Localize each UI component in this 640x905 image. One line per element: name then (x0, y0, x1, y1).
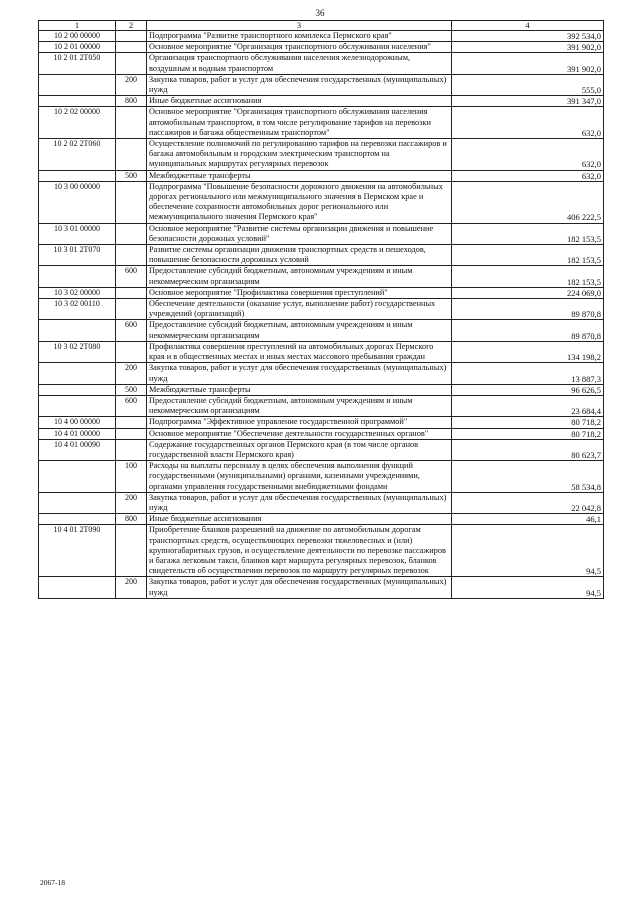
row-code-cell (39, 74, 116, 95)
row-code-cell: 10 3 01 2Т070 (39, 245, 116, 266)
row-code-cell: 10 2 02 2Т060 (39, 139, 116, 171)
row-amount-cell: 182 153,5 (452, 245, 604, 266)
budget-table (38, 20, 604, 599)
row-code-cell: 10 4 01 00000 (39, 428, 116, 439)
row-expense-type-cell: 200 (116, 363, 147, 384)
row-name-cell: Основное мероприятие "Профилактика совершения преступлений" (147, 287, 452, 298)
row-amount-cell: 22 042,8 (452, 492, 604, 513)
row-amount-cell: 134 198,2 (452, 341, 604, 362)
table-row (39, 42, 604, 53)
row-code-cell (39, 577, 116, 598)
row-name-cell: Содержание государственных органов Пермского края (в том числе органов государственной власти Пермского края) (147, 439, 452, 460)
row-amount-cell: 392 534,0 (452, 31, 604, 42)
row-name-cell: Предоставление субсидий бюджетным, автономным учреждениям и иным некоммерческим организациям (147, 395, 452, 416)
row-amount-cell: 80 623,7 (452, 439, 604, 460)
row-code-cell (39, 514, 116, 525)
row-amount-cell: 89 870,8 (452, 299, 604, 320)
row-expense-type-cell: 200 (116, 74, 147, 95)
table-row (39, 439, 604, 460)
row-expense-type-cell: 200 (116, 577, 147, 598)
row-expense-type-cell: 100 (116, 461, 147, 493)
row-name-cell: Подпрограмма "Развитие транспортного комплекса Пермского края" (147, 31, 452, 42)
table-row (39, 266, 604, 287)
table-header-row (39, 21, 604, 31)
row-expense-type-cell: 500 (116, 170, 147, 181)
row-code-cell (39, 96, 116, 107)
row-amount-cell: 391 902,0 (452, 42, 604, 53)
row-name-cell: Осуществление полномочий по регулированию тарифов на перевозки пассажиров и багажа автомобильным и городским электрическим транспортом на муниципальных маршрутах регулярных перевозок (147, 139, 452, 171)
row-code-cell (39, 492, 116, 513)
table-row (39, 428, 604, 439)
row-name-cell: Иные бюджетные ассигнования (147, 96, 452, 107)
row-code-cell (39, 320, 116, 341)
row-code-cell: 10 3 02 00110 (39, 299, 116, 320)
row-amount-cell: 182 153,5 (452, 266, 604, 287)
row-name-cell: Основное мероприятие "Организация транспортного обслуживания населения автомобильным транспортом, в том числе регулирование тарифов на перевозки пассажиров и багажа общественным транспортом" (147, 107, 452, 139)
row-name-cell: Приобретение бланков разрешений на движение по автомобильным дорогам транспортных средств, осуществляющих перевозки тяжеловесных и (или) крупногабаритных грузов, и осуществление деятельности по перевозке пассажиров и багажа легковым такси, бланков карт маршрута регулярных перевозок, бланков свидетельств об осуществлении перевозок по маршруту регулярных перевозок (147, 525, 452, 577)
row-code-cell (39, 170, 116, 181)
row-amount-cell: 96 626,5 (452, 384, 604, 395)
row-expense-type-cell (116, 31, 147, 42)
footer-document-code: 2067-18 (40, 878, 65, 887)
table-row (39, 320, 604, 341)
row-amount-cell: 391 902,0 (452, 53, 604, 74)
row-code-cell: 10 2 02 00000 (39, 107, 116, 139)
row-amount-cell: 555,0 (452, 74, 604, 95)
table-row (39, 395, 604, 416)
row-expense-type-cell: 600 (116, 320, 147, 341)
row-expense-type-cell (116, 525, 147, 577)
row-expense-type-cell (116, 428, 147, 439)
row-amount-cell: 58 534,8 (452, 461, 604, 493)
row-name-cell: Закупка товаров, работ и услуг для обеспечения государственных (муниципальных) нужд (147, 577, 452, 598)
row-name-cell: Закупка товаров, работ и услуг для обеспечения государственных (муниципальных) нужд (147, 492, 452, 513)
row-expense-type-cell: 600 (116, 266, 147, 287)
row-name-cell: Предоставление субсидий бюджетным, автономным учреждениям и иным некоммерческим организациям (147, 266, 452, 287)
row-amount-cell: 94,5 (452, 577, 604, 598)
row-amount-cell: 46,1 (452, 514, 604, 525)
row-expense-type-cell (116, 223, 147, 244)
row-expense-type-cell (116, 417, 147, 428)
table-row (39, 514, 604, 525)
table-row (39, 74, 604, 95)
row-amount-cell: 80 718,2 (452, 428, 604, 439)
row-amount-cell: 224 069,0 (452, 287, 604, 298)
row-name-cell: Расходы на выплаты персоналу в целях обеспечения выполнения функций государственными (муниципальными) органами, казенными учреждениями, органами управления государственными внебюджетными фондами (147, 461, 452, 493)
table-row (39, 384, 604, 395)
row-amount-cell: 80 718,2 (452, 417, 604, 428)
row-name-cell: Основное мероприятие "Обеспечение деятельности государственных органов" (147, 428, 452, 439)
table-row (39, 461, 604, 493)
row-name-cell: Основное мероприятие "Развитие системы организации движения и повышение безопасности дорожных условий" (147, 223, 452, 244)
row-name-cell: Профилактика совершения преступлений на автомобильных дорогах Пермского края и в общественных местах и иных местах массового пребывания граждан (147, 341, 452, 362)
table-body (39, 31, 604, 599)
column-header-4: 4 (452, 21, 604, 31)
row-expense-type-cell: 600 (116, 395, 147, 416)
row-expense-type-cell (116, 42, 147, 53)
row-amount-cell: 94,5 (452, 525, 604, 577)
table-row (39, 417, 604, 428)
row-name-cell: Межбюджетные трансферты (147, 384, 452, 395)
row-name-cell: Закупка товаров, работ и услуг для обеспечения государственных (муниципальных) нужд (147, 74, 452, 95)
row-amount-cell: 632,0 (452, 139, 604, 171)
row-amount-cell: 23 684,4 (452, 395, 604, 416)
row-name-cell: Подпрограмма "Эффективное управление государственной программой" (147, 417, 452, 428)
table-row (39, 363, 604, 384)
row-code-cell (39, 395, 116, 416)
row-amount-cell: 89 870,8 (452, 320, 604, 341)
row-name-cell: Обеспечение деятельности (оказание услуг, выполнение работ) государственных учреждений (организаций) (147, 299, 452, 320)
row-code-cell: 10 3 01 00000 (39, 223, 116, 244)
table-row (39, 170, 604, 181)
column-header-2: 2 (116, 21, 147, 31)
table-row (39, 31, 604, 42)
table-row (39, 525, 604, 577)
table-row (39, 181, 604, 223)
row-expense-type-cell: 800 (116, 514, 147, 525)
row-name-cell: Межбюджетные трансферты (147, 170, 452, 181)
row-expense-type-cell (116, 341, 147, 362)
row-expense-type-cell (116, 181, 147, 223)
row-code-cell: 10 4 01 00090 (39, 439, 116, 460)
row-code-cell (39, 266, 116, 287)
table-row (39, 341, 604, 362)
row-amount-cell: 13 887,3 (452, 363, 604, 384)
row-expense-type-cell (116, 53, 147, 74)
table-row (39, 53, 604, 74)
row-code-cell: 10 4 01 2Т090 (39, 525, 116, 577)
table-row (39, 492, 604, 513)
row-name-cell: Развитие системы организации движения транспортных средств и пешеходов, повышение безопасности дорожных условий (147, 245, 452, 266)
row-code-cell: 10 2 01 2Т050 (39, 53, 116, 74)
row-name-cell: Предоставление субсидий бюджетным, автономным учреждениям и иным некоммерческим организациям (147, 320, 452, 341)
row-expense-type-cell: 200 (116, 492, 147, 513)
table-row (39, 287, 604, 298)
row-expense-type-cell: 500 (116, 384, 147, 395)
row-expense-type-cell (116, 439, 147, 460)
row-name-cell: Основное мероприятие "Организация транспортного обслуживания населения" (147, 42, 452, 53)
row-expense-type-cell (116, 299, 147, 320)
row-code-cell: 10 3 02 00000 (39, 287, 116, 298)
row-code-cell (39, 384, 116, 395)
table-row (39, 299, 604, 320)
row-amount-cell: 632,0 (452, 107, 604, 139)
table-row (39, 96, 604, 107)
row-amount-cell: 391 347,0 (452, 96, 604, 107)
column-header-1: 1 (39, 21, 116, 31)
row-expense-type-cell (116, 107, 147, 139)
row-code-cell: 10 2 00 00000 (39, 31, 116, 42)
table-row (39, 223, 604, 244)
row-amount-cell: 406 222,5 (452, 181, 604, 223)
row-expense-type-cell: 800 (116, 96, 147, 107)
row-code-cell: 10 4 00 00000 (39, 417, 116, 428)
row-code-cell: 10 2 01 00000 (39, 42, 116, 53)
row-expense-type-cell (116, 287, 147, 298)
row-code-cell: 10 3 02 2Т080 (39, 341, 116, 362)
row-amount-cell: 182 153,5 (452, 223, 604, 244)
table-row (39, 107, 604, 139)
row-name-cell: Иные бюджетные ассигнования (147, 514, 452, 525)
table-row (39, 245, 604, 266)
row-expense-type-cell (116, 245, 147, 266)
row-code-cell (39, 363, 116, 384)
table-row (39, 577, 604, 598)
row-code-cell: 10 3 00 00000 (39, 181, 116, 223)
page-number: 36 (315, 8, 325, 18)
row-name-cell: Закупка товаров, работ и услуг для обеспечения государственных (муниципальных) нужд (147, 363, 452, 384)
row-name-cell: Организация транспортного обслуживания населения железнодорожным, воздушным и водным транспортом (147, 53, 452, 74)
row-code-cell (39, 461, 116, 493)
column-header-3: 3 (147, 21, 452, 31)
row-name-cell: Подпрограмма "Повышение безопасности дорожного движения на автомобильных дорогах регионального или межмуниципального значения в Пермском крае и обеспечение сохранности автомобильных дорог регионального или межмуниципального значения Пермского края" (147, 181, 452, 223)
table-row (39, 139, 604, 171)
row-amount-cell: 632,0 (452, 170, 604, 181)
row-expense-type-cell (116, 139, 147, 171)
